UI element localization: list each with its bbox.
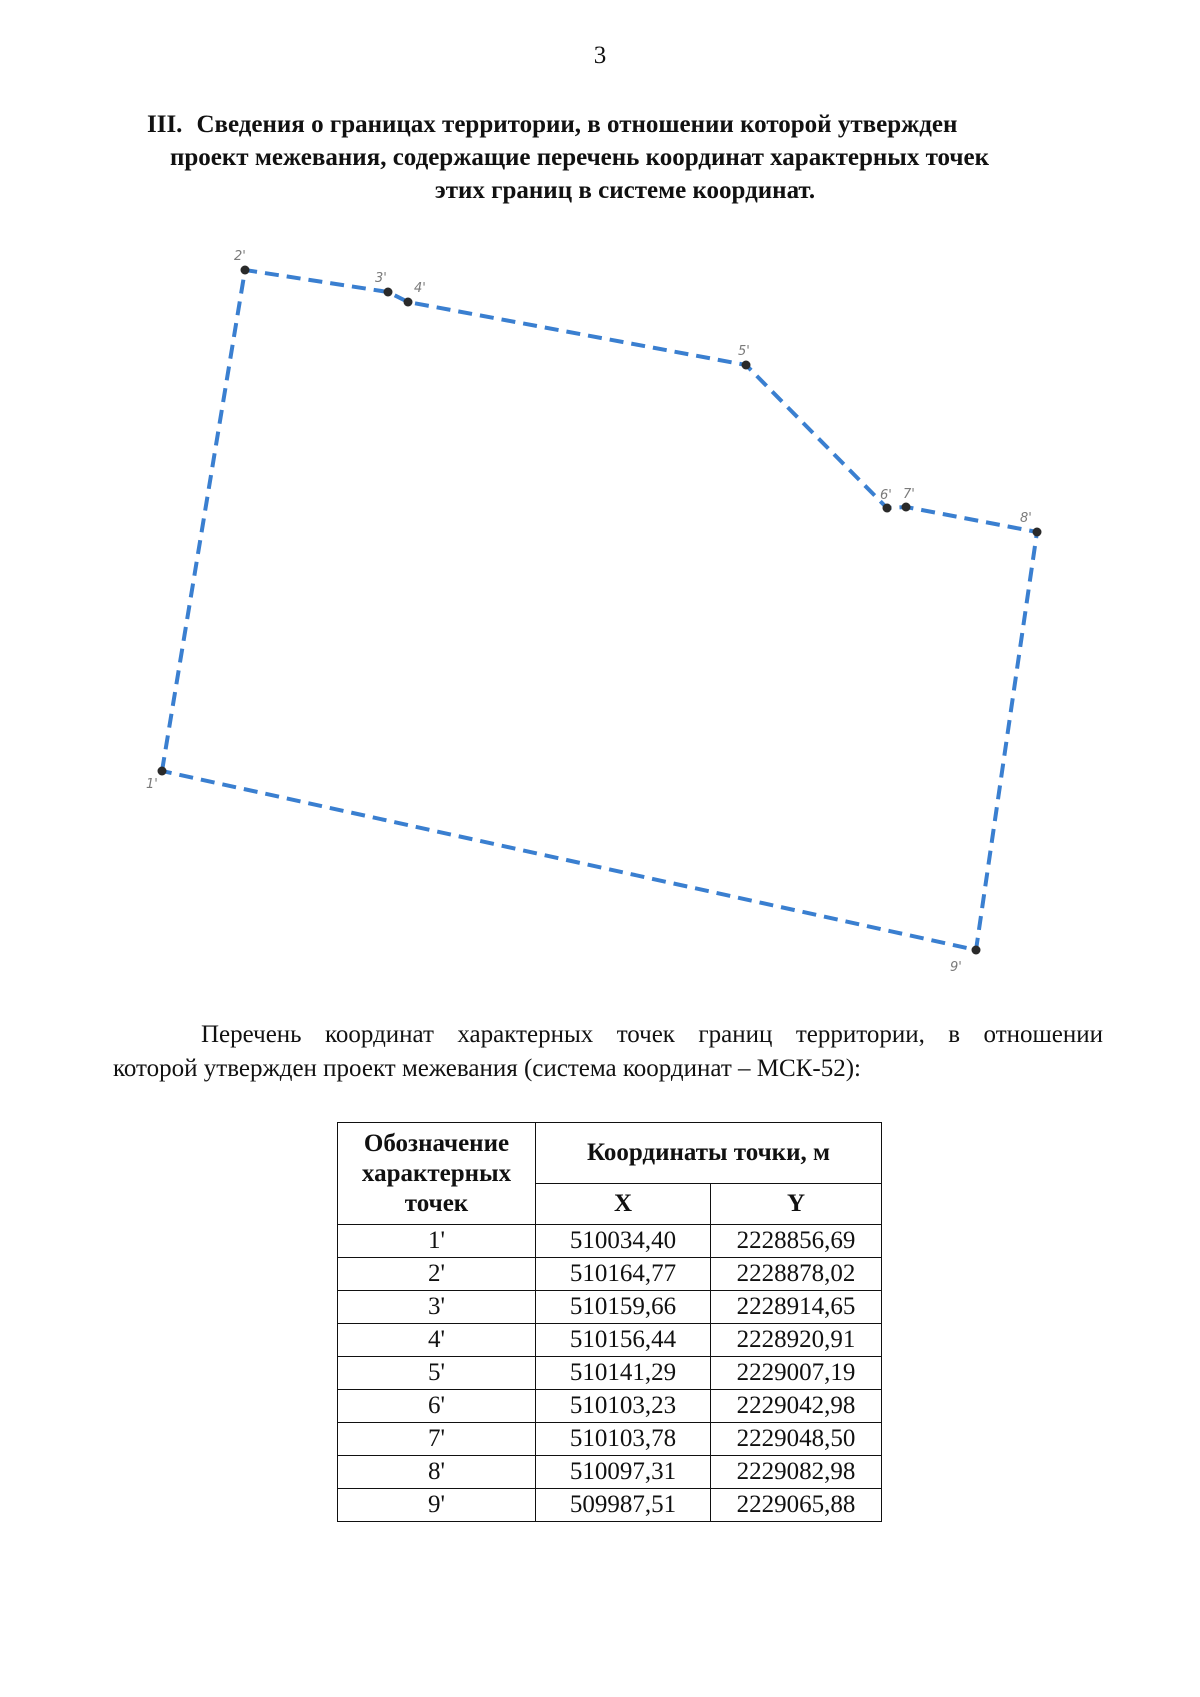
boundary-point-marker	[1033, 528, 1042, 537]
coordinates-table	[337, 1122, 882, 1522]
cell-y: 2228914,65	[711, 1291, 882, 1324]
cell-y: 2229065,88	[711, 1489, 882, 1522]
header-point-designation: Обозначение характерных точек	[338, 1123, 536, 1225]
cell-point: 5'	[338, 1357, 536, 1390]
cell-point: 4'	[338, 1324, 536, 1357]
header-x: X	[536, 1184, 711, 1225]
cell-y: 2229042,98	[711, 1390, 882, 1423]
intro-line-2: которой утвержден проект межевания (система координат – МСК-52):	[113, 1055, 861, 1082]
section-heading	[140, 108, 1100, 207]
table-row	[338, 1456, 882, 1489]
cell-point: 9'	[338, 1489, 536, 1522]
cell-y: 2229082,98	[711, 1456, 882, 1489]
boundary-point-marker	[404, 298, 413, 307]
cell-point: 7'	[338, 1423, 536, 1456]
cell-x: 509987,51	[536, 1489, 711, 1522]
boundary-point-label: 3'	[375, 271, 387, 286]
table-row	[338, 1258, 882, 1291]
table-row	[338, 1489, 882, 1522]
cell-x: 510156,44	[536, 1324, 711, 1357]
boundary-point-marker	[883, 504, 892, 513]
section-title-line-2: проект межевания, содержащие перечень координат характерных точек	[170, 144, 989, 171]
cell-y: 2229048,50	[711, 1423, 882, 1456]
boundary-line	[162, 270, 1037, 950]
boundary-point-marker	[742, 361, 751, 370]
section-title-line-1: Сведения о границах территории, в отношении которой утвержден	[196, 111, 958, 138]
intro-line-1: Перечень координат характерных точек границ территории, в отношении	[201, 1021, 1103, 1048]
cell-y: 2228878,02	[711, 1258, 882, 1291]
boundary-point-label: 8'	[1020, 511, 1032, 526]
boundary-diagram	[0, 230, 1200, 990]
cell-point: 8'	[338, 1456, 536, 1489]
boundary-point-label: 6'	[880, 488, 892, 503]
cell-x: 510159,66	[536, 1291, 711, 1324]
cell-point: 6'	[338, 1390, 536, 1423]
table-row	[338, 1357, 882, 1390]
table-row	[338, 1225, 882, 1258]
cell-x: 510097,31	[536, 1456, 711, 1489]
cell-x: 510034,40	[536, 1225, 711, 1258]
table-row	[338, 1423, 882, 1456]
cell-x: 510103,23	[536, 1390, 711, 1423]
cell-point: 2'	[338, 1258, 536, 1291]
cell-x: 510164,77	[536, 1258, 711, 1291]
boundary-point-marker	[241, 266, 250, 275]
boundary-point-marker	[158, 767, 167, 776]
boundary-point-marker	[902, 503, 911, 512]
boundary-point-label: 4'	[414, 281, 426, 296]
cell-y: 2229007,19	[711, 1357, 882, 1390]
boundary-point-label: 1'	[146, 777, 158, 792]
cell-y: 2228920,91	[711, 1324, 882, 1357]
table-row	[338, 1324, 882, 1357]
page-number: 3	[593, 42, 607, 69]
table-row	[338, 1390, 882, 1423]
intro-paragraph	[113, 1018, 1103, 1086]
cell-x: 510141,29	[536, 1357, 711, 1390]
section-title-line-3: этих границ в системе координат.	[434, 177, 816, 204]
cell-point: 3'	[338, 1291, 536, 1324]
cell-y: 2228856,69	[711, 1225, 882, 1258]
section-heading-line-1	[140, 108, 1100, 141]
table-row	[338, 1291, 882, 1324]
boundary-point-label: 9'	[950, 960, 962, 975]
cell-point: 1'	[338, 1225, 536, 1258]
boundary-point-label: 2'	[234, 249, 246, 264]
cell-x: 510103,78	[536, 1423, 711, 1456]
boundary-point-label: 5'	[738, 344, 750, 359]
boundary-point-marker	[972, 946, 981, 955]
boundary-point-label: 7'	[903, 487, 915, 502]
header-y: Y	[711, 1184, 882, 1225]
boundary-point-marker	[384, 288, 393, 297]
section-roman-numeral: III.	[147, 111, 183, 138]
boundary-points	[158, 266, 1042, 955]
header-coordinates: Координаты точки, м	[536, 1123, 882, 1184]
